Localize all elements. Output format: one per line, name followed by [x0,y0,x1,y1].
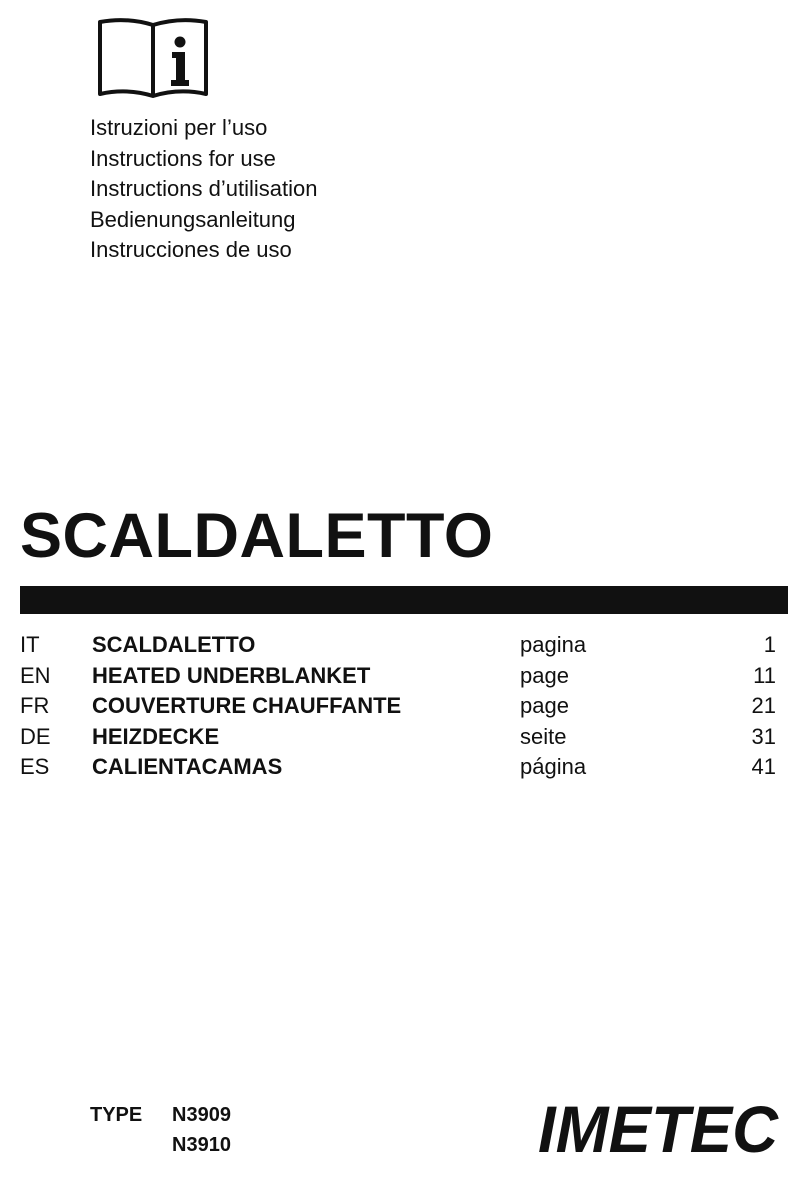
toc-page-number: 41 [751,754,776,779]
toc-language-code: ES [20,754,50,779]
toc-page-number: 11 [753,662,776,688]
toc-language-code: DE [20,723,51,749]
language-item: Instrucciones de uso [90,237,292,262]
toc-language-code: FR [20,693,50,718]
toc-page-word: seite [520,723,567,749]
toc-row [20,691,776,722]
imetec-logo-text: IMETEC [538,1092,780,1164]
model-number: N3910 [172,1134,231,1156]
document-title: SCALDALETTO [20,501,494,571]
toc-page-word: página [520,754,587,779]
language-list [90,113,317,266]
language-item: Instructions d’utilisation [90,176,318,201]
toc-row [20,722,776,753]
toc-row [20,630,776,661]
book-info-icon [97,18,209,98]
language-item: Bedienungsanleitung [90,206,296,232]
toc-product-name: CALIENTACAMAS [92,754,283,779]
language-item: Istruzioni per l’uso [90,115,268,140]
imetec-logo [536,1092,782,1164]
table-of-contents [20,630,776,783]
toc-product-name: SCALDALETTO [92,632,256,657]
toc-language-code: IT [20,632,40,657]
toc-row [20,661,776,692]
toc-page-word: page [520,693,569,718]
toc-page-number: 21 [751,693,776,718]
toc-page-number: 31 [751,723,776,749]
toc-product-name: COUVERTURE CHAUFFANTE [92,693,402,718]
toc-page-number: 1 [763,632,776,657]
toc-language-code: EN [20,662,51,688]
toc-page-word: page [520,662,569,688]
title-divider-bar [20,586,788,614]
model-number: N3909 [172,1104,231,1126]
toc-product-name: HEATED UNDERBLANKET [92,662,371,688]
toc-page-word: pagina [520,632,587,657]
toc-product-name: HEIZDECKE [92,723,220,749]
type-label: TYPE [90,1104,143,1126]
language-item: Instructions for use [90,145,276,171]
toc-row [20,752,776,783]
